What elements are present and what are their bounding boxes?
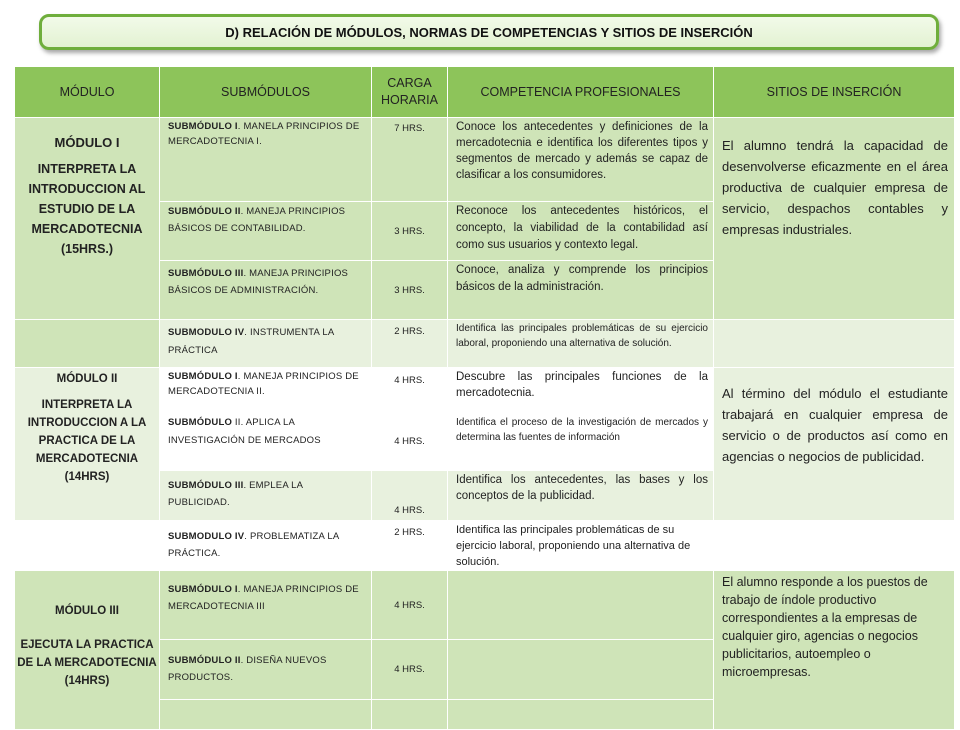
- submodulo-cell: [160, 202, 372, 261]
- competencia-cell: Conoce los antecedentes y definiciones de la mercadotecnia e identifica los diferentes tipos y segmentos de mercado y además se capaz de clasificar a los consumidores.: [448, 118, 714, 202]
- competencia-cell: Conoce, analiza y comprende los principios básicos de la administración.: [448, 261, 714, 320]
- submodulo-text: II. APLICA LA INVESTIGACIÓN DE MERCADOS: [168, 417, 321, 446]
- submodulo-text: . MANEJA PRINCIPIOS BÁSICOS DE ADMINISTRACIÓN.: [168, 268, 349, 296]
- submodulo-text: . EMPLEA LA PUBLICIDAD.: [168, 480, 303, 508]
- modulo1-title: INTERPRETA LA INTRODUCCION AL ESTUDIO DE LA MERCADOTECNIA: [28, 162, 146, 236]
- hours-cell: 4 HRS.: [372, 368, 448, 413]
- modules-table: [14, 66, 955, 730]
- hours-cell: 4 HRS.: [372, 640, 448, 700]
- submodulo-cell: [160, 521, 372, 571]
- hours-cell: 4 HRS.: [372, 413, 448, 471]
- submodulo-cell: [160, 640, 372, 700]
- modulo3-hours: (14HRS): [64, 675, 110, 687]
- modulo2-sitios: Al término del módulo el estudiante trabajará en cualquier empresa de servicio o de productos así como en agencias o negocios de publicidad.: [714, 368, 955, 521]
- hours-cell: 4 HRS.: [372, 571, 448, 640]
- empty-sitios-cell: [714, 320, 955, 368]
- section-title: D) RELACIÓN DE MÓDULOS, NORMAS DE COMPETENCIAS Y SITIOS DE INSERCIÓN: [225, 24, 753, 40]
- submodulo-text: . PROBLEMATIZA LA PRÁCTICA.: [168, 531, 339, 559]
- hours-cell: 3 HRS.: [372, 261, 448, 320]
- empty-modulo-cell: [15, 521, 160, 571]
- table-row: [15, 118, 955, 202]
- modulo3-cell: [15, 571, 160, 730]
- section-title-banner: [39, 14, 939, 50]
- modulo2-name: MÓDULO II: [56, 373, 118, 385]
- hours-cell: 4 HRS.: [372, 471, 448, 521]
- empty-competencia-cell: [448, 640, 714, 700]
- submodulo-cell: [160, 368, 372, 413]
- competencia-cell: Reconoce los antecedentes históricos, el concepto, la viabilidad de la contabilidad así como sus usuarios y contexto legal.: [448, 202, 714, 261]
- submodulo-text: . MANELA PRINCIPIOS DE MERCADOTECNIA I.: [168, 121, 360, 147]
- submodulo-code: SUBMÓDULO I: [168, 371, 238, 382]
- hours-cell: 3 HRS.: [372, 202, 448, 261]
- modulo1-cell: [15, 118, 160, 320]
- submodulo-text: . MANEJA PRINCIPIOS DE MERCADOTECNIA III: [168, 584, 359, 612]
- modulo3-sitios: El alumno responde a los puestos de trabajo de índole productivo correspondientes a la empresas de cualquier giro, agencias o negocios publicitarios, autoempleo o microempresas.: [714, 571, 955, 730]
- submodulo-code: SUBMÓDULO I: [168, 584, 238, 595]
- submodulo-cell: [160, 320, 372, 368]
- competencia-cell: Descubre las principales funciones de la mercadotecnia.: [448, 368, 714, 413]
- header-row: [15, 67, 955, 118]
- competencia-cell: Identifica los antecedentes, las bases y los conceptos de la publicidad.: [448, 471, 714, 521]
- header-modulo: MÓDULO: [15, 67, 160, 118]
- submodulo-code: SUBMÓDULO: [168, 417, 233, 428]
- modulo3-title: EJECUTA LA PRACTICA DE LA MERCADOTECNIA: [17, 639, 157, 669]
- competencia-cell: Identifica las principales problemáticas de su ejercicio laboral, proponiendo una alternativa de solución.: [448, 521, 714, 571]
- empty-hours-cell: [372, 700, 448, 730]
- hours-cell: 2 HRS.: [372, 320, 448, 368]
- submodulo-code: SUBMODULO IV: [168, 327, 245, 338]
- modulo2-title: INTERPRETA LA INTRODUCCION A LA PRACTICA DE LA MERCADOTECNIA: [27, 399, 147, 465]
- submodulo-cell: [160, 261, 372, 320]
- table-row: [15, 571, 955, 640]
- header-sitios: SITIOS DE INSERCIÓN: [714, 67, 955, 118]
- submodulo-text: . INSTRUMENTA LA PRÁCTICA: [168, 327, 334, 356]
- submodulo-code: SUBMÓDULO II: [168, 206, 241, 217]
- table-row: [15, 320, 955, 368]
- empty-sitios-cell: [714, 521, 955, 571]
- empty-competencia-cell: [448, 700, 714, 730]
- submodulo-text: . MANEJA PRINCIPIOS DE MERCADOTECNIA II.: [168, 371, 359, 397]
- submodulo-code: SUBMODULO IV: [168, 531, 245, 542]
- hours-cell: 2 HRS.: [372, 521, 448, 571]
- header-submodulos: SUBMÓDULOS: [160, 67, 372, 118]
- submodulo-code: SUBMÓDULO III: [168, 268, 244, 279]
- header-carga: CARGA HORARIA: [372, 67, 448, 118]
- empty-modulo-cell: [15, 320, 160, 368]
- modulo2-cell: [15, 368, 160, 521]
- empty-submodulo-cell: [160, 700, 372, 730]
- submodulo-text: . DISEÑA NUEVOS PRODUCTOS.: [168, 655, 327, 683]
- submodulo-cell: [160, 571, 372, 640]
- submodulo-cell: [160, 471, 372, 521]
- modulo3-name: MÓDULO III: [55, 605, 119, 617]
- table-row: [15, 521, 955, 571]
- table-row: [15, 368, 955, 413]
- competencia-cell: Identifica las principales problemáticas de su ejercicio laboral, proponiendo una alternativa de solución.: [448, 320, 714, 368]
- modulo1-name: MÓDULO I: [54, 135, 120, 150]
- submodulo-text: . MANEJA PRINCIPIOS BÁSICOS DE CONTABILIDAD.: [168, 206, 346, 234]
- submodulo-cell: [160, 413, 372, 471]
- competencia-cell: Identifica el proceso de la investigación de mercados y determina las fuentes de información: [448, 413, 714, 471]
- submodulo-code: SUBMÓDULO III: [168, 480, 244, 491]
- submodulo-code: SUBMÓDULO I: [168, 121, 238, 132]
- modulo2-hours: (14HRS): [64, 471, 110, 483]
- modulo1-sitios: El alumno tendrá la capacidad de desenvolverse eficazmente en el área productiva de cualquier empresa de servicio, despachos contables y empresas industriales.: [714, 118, 955, 320]
- header-competencia: COMPETENCIA PROFESIONALES: [448, 67, 714, 118]
- submodulo-code: SUBMÓDULO II: [168, 655, 241, 666]
- modulo1-hours: (15HRS.): [60, 242, 114, 256]
- hours-cell: 7 HRS.: [372, 118, 448, 202]
- submodulo-cell: [160, 118, 372, 202]
- empty-competencia-cell: [448, 571, 714, 640]
